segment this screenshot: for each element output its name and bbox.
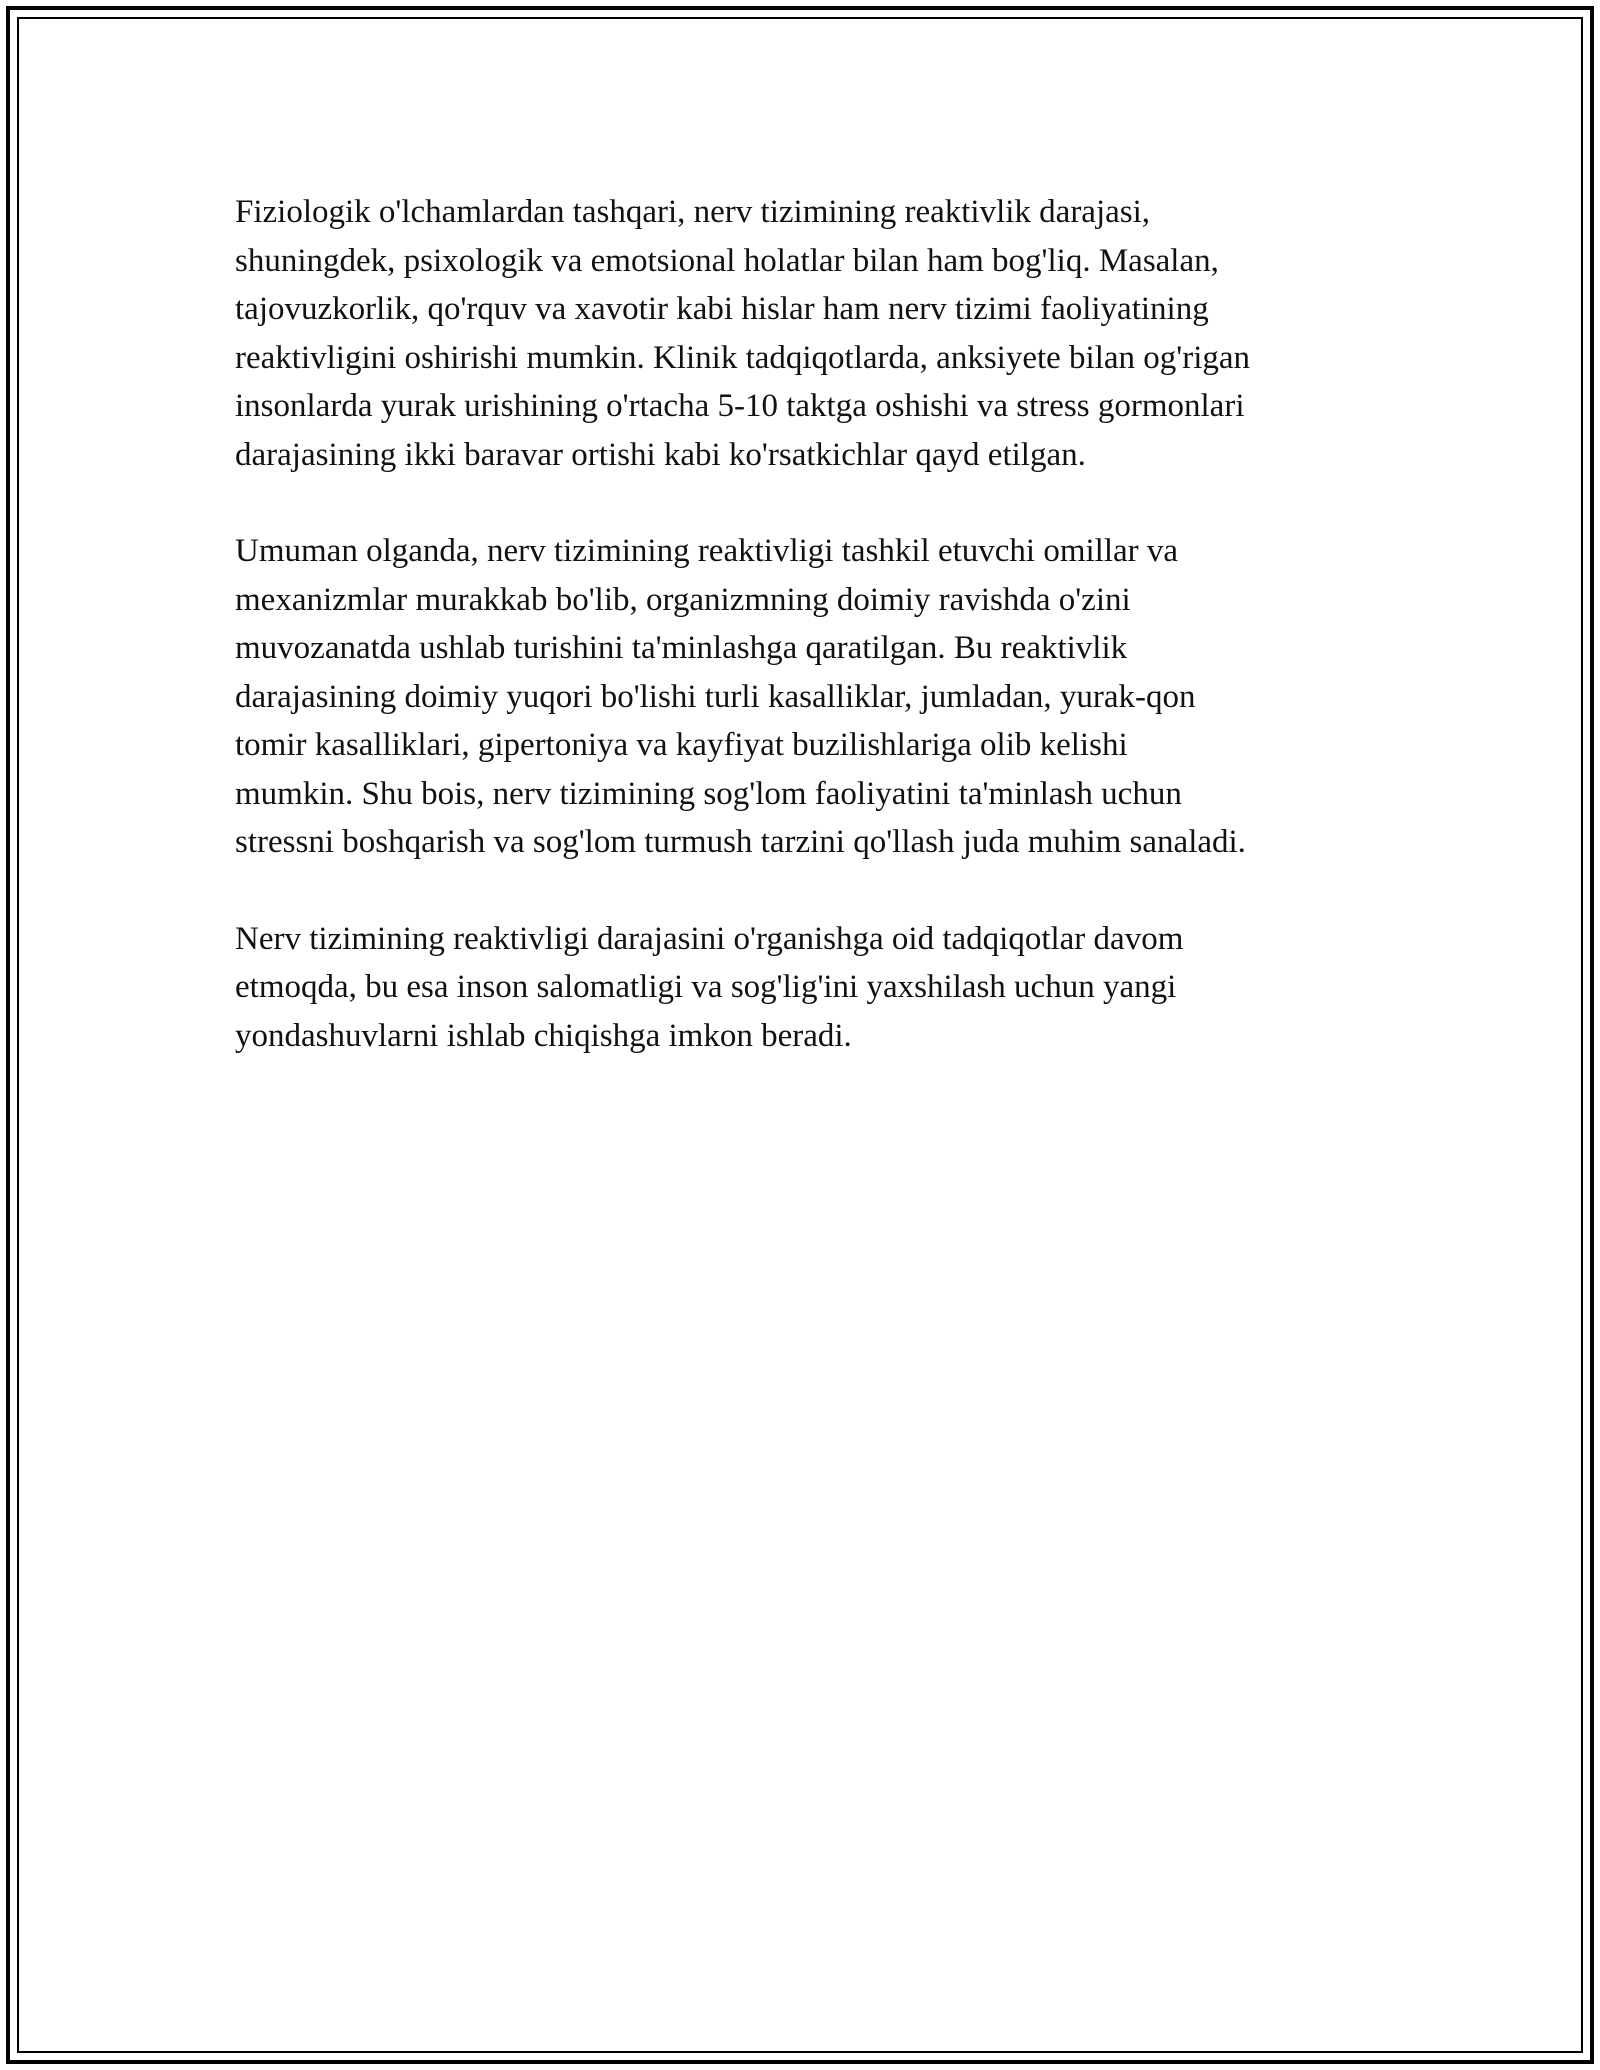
paragraph-line: insonlarda yurak urishining o'rtacha 5-10 taktga oshishi va stress gormonlari <box>235 388 1245 424</box>
paragraph-line: reaktivligini oshirishi mumkin. Klinik tadqiqotlarda, anksiyete bilan og'rigan <box>235 339 1251 376</box>
paragraph-line: yondashuvlarni ishlab chiqishga imkon beradi. <box>235 1017 852 1054</box>
paragraph-line: mexanizmlar murakkab bo'lib, organizmning doimiy ravishda o'zini <box>235 581 1131 618</box>
paragraph-line: etmoqda, bu esa inson salomatligi va sog'lig'ini yaxshilash uchun yangi <box>235 969 1177 1005</box>
paragraph-line: Nerv tizimining reaktivligi darajasini o'rganishga oid tadqiqotlar davom <box>235 920 1184 957</box>
paragraph-line: mumkin. Shu bois, nerv tizimining sog'lom faoliyatini ta'minlash uchun <box>235 775 1182 812</box>
paragraph-line: tajovuzkorlik, qo'rquv va xavotir kabi hislar ham nerv tizimi faoliyatining <box>235 291 1209 327</box>
paragraph-line: darajasining doimiy yuqori bo'lishi turli kasalliklar, jumladan, yurak-qon <box>235 678 1196 715</box>
paragraph-line: stressni boshqarish va sog'lom turmush tarzini qo'llash juda muhim sanaladi. <box>235 824 1246 860</box>
paragraph-line: shuningdek, psixologik va emotsional holatlar bilan ham bog'liq. Masalan, <box>235 242 1219 279</box>
document-body <box>235 188 1385 1108</box>
paragraph-line: Umuman olganda, nerv tizimining reaktivligi tashkil etuvchi omillar va <box>235 533 1179 569</box>
paragraph-1 <box>235 188 1385 479</box>
paragraph-line: Fiziologik o'lchamlardan tashqari, nerv tizimining reaktivlik darajasi, <box>235 194 1151 230</box>
paragraph-line: tomir kasalliklari, gipertoniya va kayfiyat buzilishlariga olib kelishi <box>235 727 1128 763</box>
paragraph-3 <box>235 915 1385 1061</box>
paragraph-2 <box>235 527 1385 867</box>
paragraph-line: darajasining ikki baravar ortishi kabi ko'rsatkichlar qayd etilgan. <box>235 436 1086 473</box>
paragraph-line: muvozanatda ushlab turishini ta'minlashga qaratilgan. Bu reaktivlik <box>235 630 1128 666</box>
